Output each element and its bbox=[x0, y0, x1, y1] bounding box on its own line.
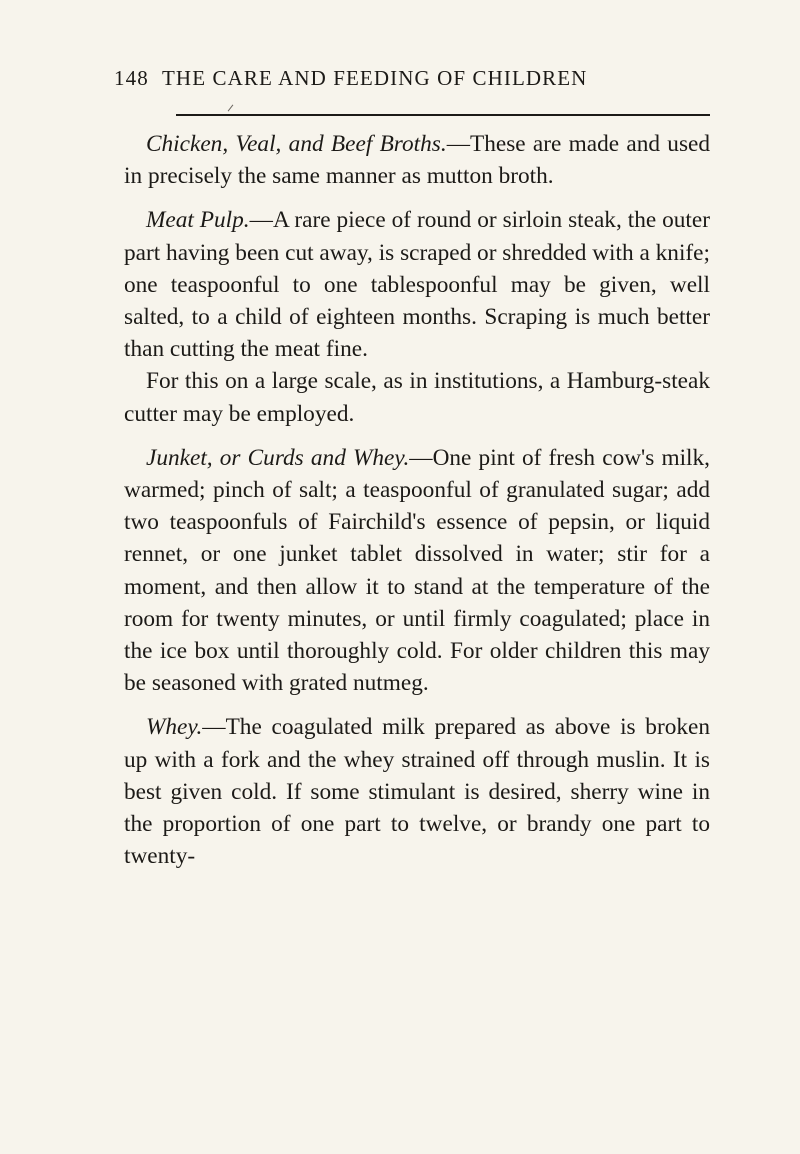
paragraph-hamburg-steak bbox=[124, 365, 710, 429]
paragraph-junket bbox=[124, 442, 710, 700]
paragraph-lead: Whey. bbox=[146, 714, 203, 741]
paragraph-text: —A rare piece of round or sirloin steak, the outer part having been cut away, is scraped or shredded with a knife; one teaspoonful to one tablespoonful may be given, well salted, to a child of eighteen months. Scraping is much better than cutting the meat fine. bbox=[124, 207, 710, 363]
header-rule bbox=[176, 114, 710, 116]
running-title: THE CARE AND FEEDING OF CHILDREN bbox=[162, 66, 588, 90]
paragraph-meat-pulp bbox=[124, 204, 710, 365]
page-number: 148 bbox=[114, 66, 149, 90]
paragraph-whey bbox=[124, 711, 710, 872]
paragraph-lead: Meat Pulp. bbox=[146, 207, 250, 234]
paragraph-lead: Junket, or Curds and Whey. bbox=[146, 444, 410, 471]
paragraph-text: For this on a large scale, as in institutions, a Hamburg-steak cutter may be employed. bbox=[124, 368, 710, 427]
paragraph-text: —The coagulated milk prepared as above is broken up with a fork and the whey strained off through muslin. It is best given cold. If some stimulant is desired, sherry wine in the proportion of one part to twelve, or brandy one part to twenty- bbox=[124, 714, 710, 870]
paragraph-lead: Chicken, Veal, and Beef Broths. bbox=[146, 131, 447, 157]
paragraph-text: —One pint of fresh cow's milk, warmed; pinch of salt; a teaspoonful of granulated sugar; add two teaspoonfuls of Fairchild's essence of pepsin, or liquid rennet, or one junket tablet dissolved in water; stir for a moment, and then allow it to stand at the temperature of the room for twenty minutes, or until firmly coagulated; place in the ice box until thoroughly cold. For older children this may be seasoned with grated nutmeg. bbox=[124, 444, 710, 697]
page-body bbox=[124, 128, 710, 872]
paragraph-broths bbox=[124, 128, 710, 192]
paragraph-text: —These are made and used in precisely the same manner as mutton broth. bbox=[124, 131, 711, 190]
page-header bbox=[114, 66, 710, 94]
print-mark bbox=[228, 105, 234, 112]
